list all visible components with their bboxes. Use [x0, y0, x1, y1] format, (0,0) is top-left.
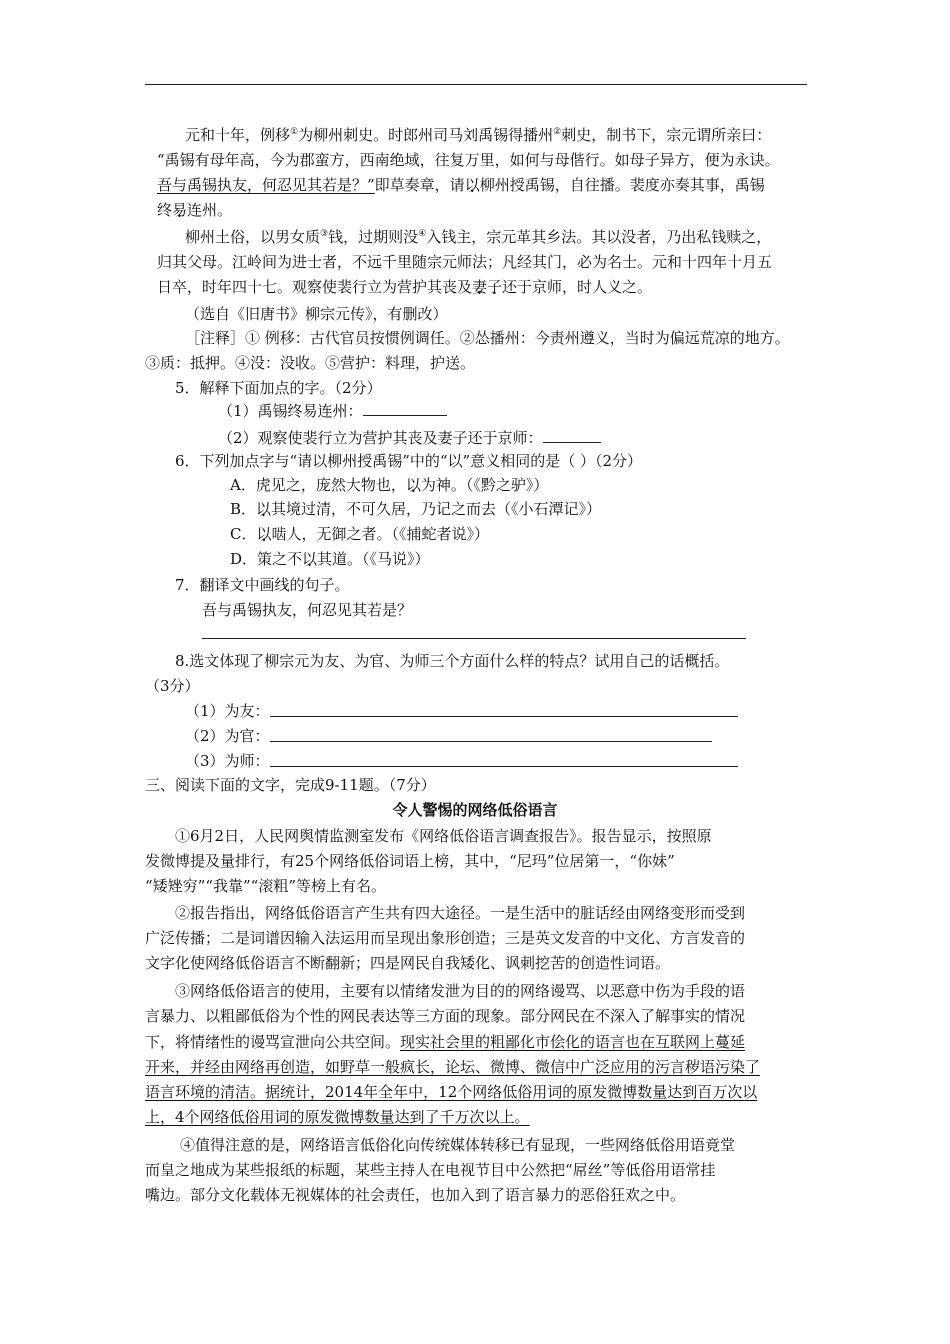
answer-blank[interactable]: [363, 401, 447, 416]
dotted-char: 以: [405, 476, 421, 494]
question-6-option-c[interactable]: C．以啮人，无御之者。（《捕蛇者说》）: [230, 525, 490, 543]
article-p3-line-5: 语言环境的清洁。据统计，2014年全年中，12个网络低俗用词的原发微博数量达到百万次以: [145, 1083, 758, 1101]
dotted-char: 以: [302, 550, 318, 568]
question-5-item-1: （1）禹锡终易连州：: [218, 400, 447, 422]
article-p4-line-1: ④值得注意的是，网络语言低俗化向传统媒体转移已有显现，一些网络低俗用语竟堂: [180, 1136, 736, 1154]
article-p3-line-3: 下，将情绪性的谩骂宣泄向公共空间。现实社会里的粗鄙化市侩化的语言也在互联网上蔓延: [145, 1033, 746, 1051]
article-p3-line-4: 开来，并经由网络再创造，如野草一般疯长，论坛、微博、微信中广泛应用的污言秽语污染了: [145, 1058, 761, 1076]
passage-a-line-1: 元和十年，例移①为柳州刺史。时郎州司马刘禹锡得播州②刺史，制书下，宗元谓所亲曰：: [185, 126, 772, 144]
question-8-line-1: 8.选文体现了柳宗元为友、为官、为师三个方面什么样的特点？试用自己的话概括。: [175, 652, 730, 670]
article-p2-line-3: 文字化使网络低俗语言不断翻新；四是网民自我矮化、讽刺挖苦的创造性词语。: [145, 954, 671, 972]
article-p2-line-2: 广泛传播；二是词谱因输入法运用而呈现出象形创造；三是英文发音的中文化、方言发音的: [145, 929, 746, 947]
passage-a-line-6: 归其父母。江岭间为进士者，不远千里随宗元师法；凡经其门，必为名士。元和十四年十月五: [157, 253, 773, 271]
question-8-line-2: （3分）: [145, 677, 200, 695]
section-3-heading: 三、阅读下面的文字，完成9-11题。（7分）: [145, 776, 436, 794]
answer-line-friend[interactable]: [270, 716, 738, 717]
question-6-option-b[interactable]: B．以其境过清，不可久居，乃记之而去（《小石潭记》）: [230, 500, 602, 518]
answer-line-official[interactable]: [270, 741, 712, 742]
passage-a-line-5: 柳州土俗，以男女质③钱，过期则没④入钱主，宗元革其乡法。其以没者，乃出私钱赎之，: [185, 228, 772, 246]
passage-a-line-2: “禹锡有母年高，今为郡蛮方，西南绝域，往复万里，如何与母偕行。如母子异方，便为永诀。: [157, 151, 780, 169]
passage-a-line-7: 日卒，时年四十七。观察使裴行立为营护其丧及妻子还于京师，时人义之。: [157, 278, 653, 296]
answer-blank[interactable]: [543, 428, 601, 443]
article-p1-line-2: 发微博提及量排行，有25个网络低俗词语上榜，其中，“尼玛”位居第一，“你妹”: [145, 852, 675, 870]
dotted-char: 妻: [472, 278, 488, 296]
dotted-char: 子: [487, 278, 503, 296]
notes-line-2: ③质：抵押。④没：没收。⑤营护：料理，护送。: [145, 354, 476, 372]
article-title: 令人警惕的网络低俗语言: [392, 801, 558, 819]
answer-line-teacher[interactable]: [270, 766, 738, 767]
question-7-sentence: 吾与禹锡执友，何忍见其若是？: [202, 601, 413, 619]
article-p3-line-2: 言暴力、以粗鄙低俗为个性的网民表达等三方面的现象。部分网民在不深入了解事实的情况: [145, 1007, 746, 1025]
header-rule: [145, 84, 807, 85]
question-7-answer-line[interactable]: [202, 638, 746, 639]
notes-line-1: ［注释］① 例移：古代官员按惯例调任。②怂播州：今责州遵义，当时为偏远荒凉的地方。: [185, 329, 790, 347]
underlined-sentence: 吾与禹锡执友，何忍见其若是？”: [157, 176, 375, 194]
question-6: 6．下列加点字与“请以柳州授禹锡”中的“以”意义相同的是（ ）（2分）: [175, 452, 643, 470]
question-5-item-2: （2）观察使裴行立为营护其丧及妻子还于京师：: [218, 427, 601, 449]
passage-source: （选自《旧唐书》柳宗元传》，有删改）: [185, 305, 448, 323]
passage-a-line-3: 吾与禹锡执友，何忍见其若是？”即草奏章，请以柳州授禹锡，自往播。裴度亦奏其事，禹锡: [157, 176, 765, 194]
passage-a-line-4: 终易连州。: [157, 201, 233, 219]
question-8-item-1: （1）为友：: [185, 702, 270, 720]
dotted-char: 以: [256, 500, 272, 518]
article-p3-line-1: ③网络低俗语言的使用，主要有以情绪发泄为目的的网络谩骂、以恶意中伤为手段的语: [175, 982, 746, 1000]
article-p4-line-2: 而皇之地成为某些报纸的标题，某些主持人在电视节目中公然把“屌丝”等低俗用语常挂: [145, 1161, 716, 1179]
article-p1-line-3: “矮矬穷”“我靠”“滚粗”等榜上有名。: [145, 877, 387, 895]
article-p1-line-1: ①6月2日，人民网舆情监测室发布《网络低俗语言调查报告》。报告显示，按照原: [175, 827, 712, 845]
article-p4-line-3: 嘴边。部分文化载体无视媒体的社会责任，也加入到了语言暴力的恶俗狂欢之中。: [145, 1186, 686, 1204]
underlined-passage: 现实社会里的粗鄙化市侩化的语言也在互联网上蔓延: [400, 1033, 746, 1051]
dotted-char: 易: [172, 201, 188, 219]
dotted-char: 以: [464, 176, 480, 194]
question-6-option-a[interactable]: A．虎见之，庞然大物也，以为神。（《黔之驴》）: [230, 476, 549, 494]
article-p3-line-6: 上，4个网络低俗用词的原发微博数量达到了千万次以上。: [145, 1108, 530, 1126]
article-p2-line-1: ②报告指出，网络低俗语言产生共有四大途径。一是生活中的脏话经由网络变形而受到: [175, 904, 746, 922]
dotted-char: 以: [256, 525, 272, 543]
question-8-item-3: （3）为师：: [185, 752, 270, 770]
question-8-item-2: （2）为官：: [185, 727, 270, 745]
question-7: 7．翻译文中画线的句子。: [175, 576, 350, 594]
question-5: 5．解释下面加点的字。（2分）: [175, 379, 382, 397]
question-6-option-d[interactable]: D．策之不以其道。（《马说》）: [230, 550, 430, 568]
